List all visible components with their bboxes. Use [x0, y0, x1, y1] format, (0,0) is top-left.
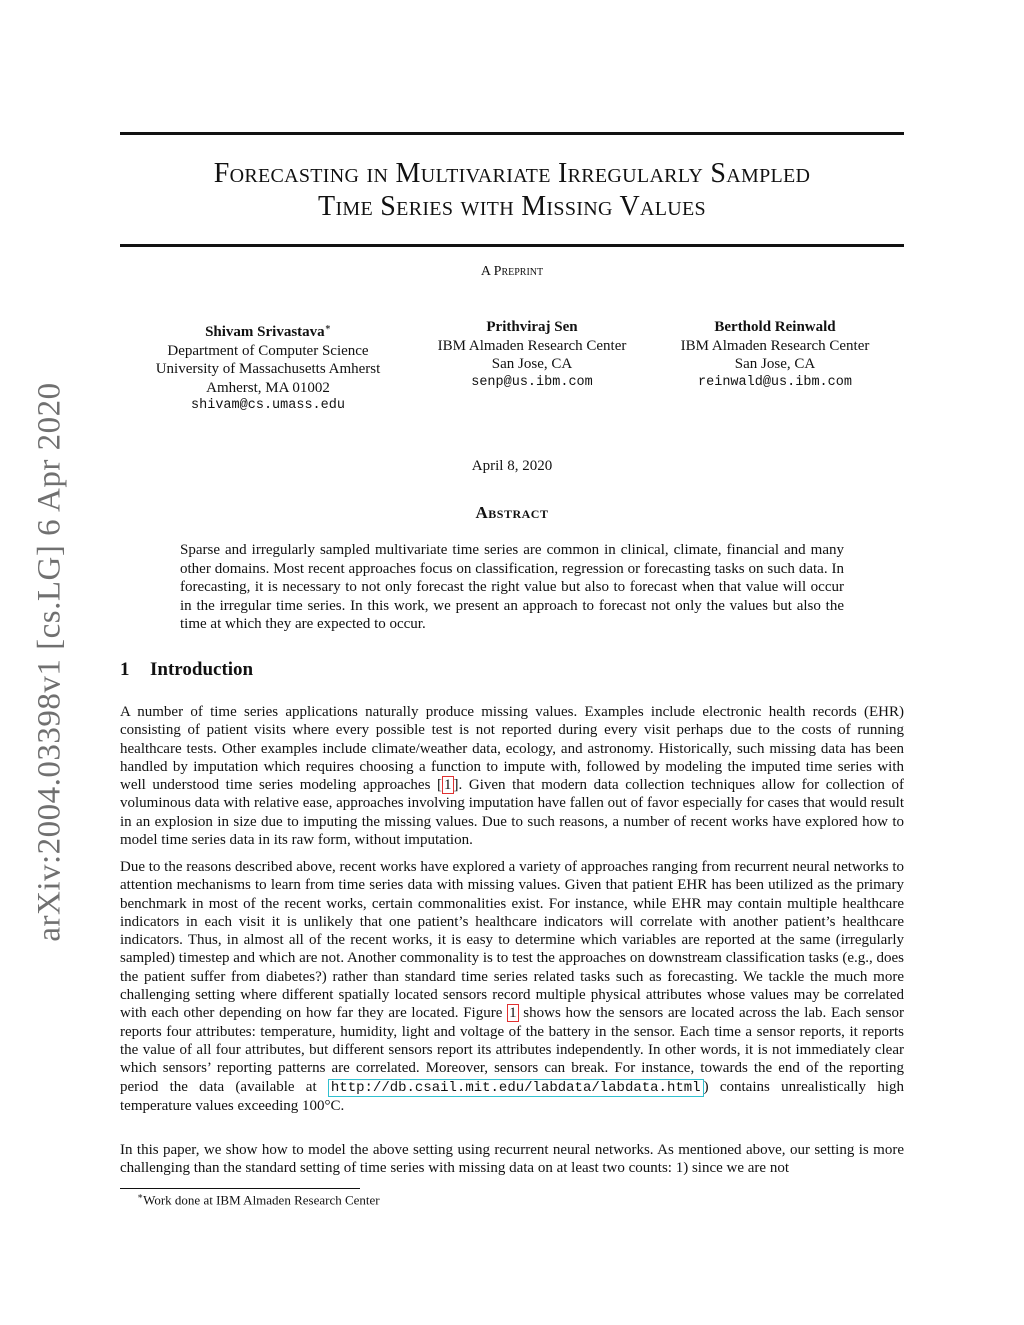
- author-name: Prithviraj Sen: [486, 319, 578, 335]
- paragraph-3: In this paper, we show how to model the above setting using recurrent neural networks. As mentioned above, our setting is more challenging than the standard setting of time series with missing data on at least two counts: 1) since we are not: [120, 1142, 904, 1177]
- footnote-rule: [120, 1188, 360, 1189]
- author-email: shivam@cs.umass.edu: [191, 398, 345, 413]
- paragraph-2: Due to the reasons described above, recent works have explored a variety of approaches ranging from recurrent neural networks to attention mechanisms to learn from time series data with missing values. Given that patient EHR has been utilized as the primary benchmark in most of the recent works, certain commonalities exist. For instance, while EHR may contain multiple healthcare indicators in each visit it is unlikely that one patient’s healthcare indicators will correlate with another patient’s healthcare indicators. Thus, in almost all of the recent works, it is easy to determine which variables are reported at the same (irregularly sampled) timestep and which are not. Another commonality is to test the approaches on downstream classification tasks (e.g., does the patient suffer from diabetes?) rather than standard time series related tasks such as forecasting. We tackle the much more challenging setting where different spatially located sensors record multiple physical attributes whose values may be correlated with each other depending on how far they are located. Figure 1 shows how the sensors are located across the lab. Each sensor reports four attributes: temperature, humidity, light and voltage of the battery in the sensor. Each time a sensor reports, it reports the value of all four attributes, but different sensors report its attributes independently. In other words, it is not immediately clear which sensors’ reporting patterns are correlated. Moreover, sensors can break. For instance, towards the end of the reporting period the data (available at http://db.csail.mit.edu/labdata/labdata.html ) contains unrealistically high temperature values exceeding 100°C.: [120, 859, 905, 1114]
- author-2: [438, 318, 627, 392]
- paper-title-line-1: Forecasting in Multivariate Irregularly Sampled: [213, 158, 811, 189]
- figure-reference-link[interactable]: 1: [509, 1005, 517, 1022]
- author-1: [156, 318, 381, 416]
- author-address: Amherst, MA 01002: [206, 379, 330, 396]
- section-number: 1: [120, 659, 130, 680]
- title-bottom-rule: [120, 244, 904, 247]
- preprint-label: A Preprint: [480, 264, 544, 279]
- author-email: reinwald@us.ibm.com: [698, 374, 852, 390]
- paragraph-1: A number of time series applications naturally produce missing values. Examples include electronic health records (EHR) consisting of patient visits where every possible test is not reported during every visit perhaps due to the costs of running healthcare tests. Other examples include climate/weather data, ecology, and astronomy. Historically, such missing data has been handled by imputation which requires choosing a function to impute with, followed by modeling the imputed time series with well understood time series modeling approaches [ 1 ]. Given that modern data collection techniques allow for collection of voluminous data with relative ease, approaches involving imputation have fallen out of favor especially for cases that would result in an explosion in size due to imputing the missing values. Due to such reasons, a number of recent works have explored how to model time series data in its raw form, without imputation.: [120, 704, 904, 849]
- author-address: San Jose, CA: [734, 356, 816, 372]
- author-name: Shivam Srivastava∗: [205, 322, 331, 340]
- author-affiliation: Department of Computer Science: [167, 342, 369, 359]
- author-name: Berthold Reinwald: [714, 319, 836, 335]
- author-email: senp@us.ibm.com: [471, 374, 593, 390]
- section-title: Introduction: [150, 659, 254, 680]
- title-top-rule: [120, 132, 904, 135]
- section-heading: [120, 659, 253, 681]
- publication-date: April 8, 2020: [471, 458, 553, 474]
- author-3: [681, 318, 870, 392]
- citation-link[interactable]: 1: [444, 777, 452, 794]
- abstract-text: Sparse and irregularly sampled multivariate time series are common in clinical, climate, financial and many other domains. Most recent approaches focus on classification, regression or forecasting tasks on such data. In forecasting, it is necessary to not only forecast the right value but also to forecast when that value will occur in the irregular time series. In this work, we present an approach to forecast not only the values but also the time at which they are expected to occur.: [180, 542, 844, 632]
- author-affiliation: University of Massachusetts Amherst: [155, 361, 381, 377]
- author-affiliation: IBM Almaden Research Center: [437, 337, 627, 354]
- paper-title: [120, 157, 904, 223]
- arxiv-identifier: arXiv:2004.03398v1 [cs.LG] 6 Apr 2020: [31, 382, 68, 942]
- paper-title-line-2: Time Series with Missing Values: [318, 191, 706, 222]
- dataset-url-link[interactable]: http://db.csail.mit.edu/labdata/labdata.html: [328, 1079, 704, 1097]
- author-address: San Jose, CA: [491, 356, 573, 372]
- author-affiliation: IBM Almaden Research Center: [680, 337, 870, 354]
- footnote: ∗Work done at IBM Almaden Research Center: [137, 1191, 380, 1208]
- abstract-heading: Abstract: [475, 503, 549, 522]
